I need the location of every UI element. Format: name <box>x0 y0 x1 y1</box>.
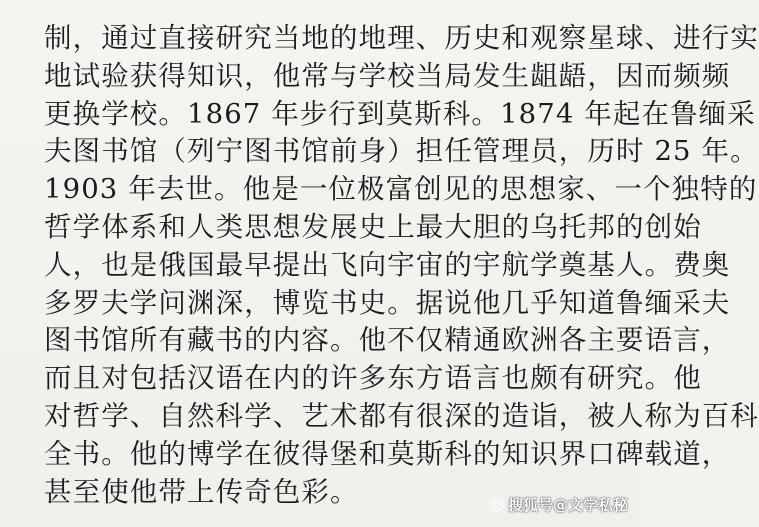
text-line: 制，通过直接研究当地的地理、历史和观察星球、进行实 <box>44 22 759 54</box>
watermark <box>489 494 628 515</box>
text-line: 人，也是俄国最早提出飞向宇宙的宇航学奠基人。费奥 <box>44 248 731 281</box>
text-line: 夫图书馆（列宁图书馆前身）担任管理员，历时 25 年。 <box>44 135 759 168</box>
text-line: 多罗夫学问渊深，博览书史。据说他几乎知道鲁缅采夫 <box>44 286 731 319</box>
text-line: 更换学校。1867 年步行到莫斯科。1874 年起在鲁缅采 <box>44 97 756 130</box>
text-line: 甚至使他带上传奇色彩。 <box>44 475 359 508</box>
watermark-text: 搜狐号@文学私秘 <box>507 496 628 514</box>
text-line: 1903 年去世。他是一位极富创见的思想家、一个独特的 <box>44 173 758 206</box>
text-line: 对哲学、自然科学、艺术都有很深的造诣，被人称为百科 <box>44 399 759 432</box>
text-line: 哲学体系和人类思想发展史上最大胆的乌托邦的创始 <box>44 210 702 243</box>
at-sign-icon <box>489 497 504 512</box>
text-line: 地试验获得知识，他常与学校当局发生龃龉，因而频频 <box>44 59 731 92</box>
text-line: 图书馆所有藏书的内容。他不仅精通欧洲各主要语言， <box>44 324 731 357</box>
text-line: 全书。他的博学在彼得堡和莫斯科的知识界口碑载道， <box>44 437 731 470</box>
paragraph <box>44 20 759 511</box>
text-line: 而且对包括汉语在内的许多东方语言也颇有研究。他 <box>44 362 702 395</box>
